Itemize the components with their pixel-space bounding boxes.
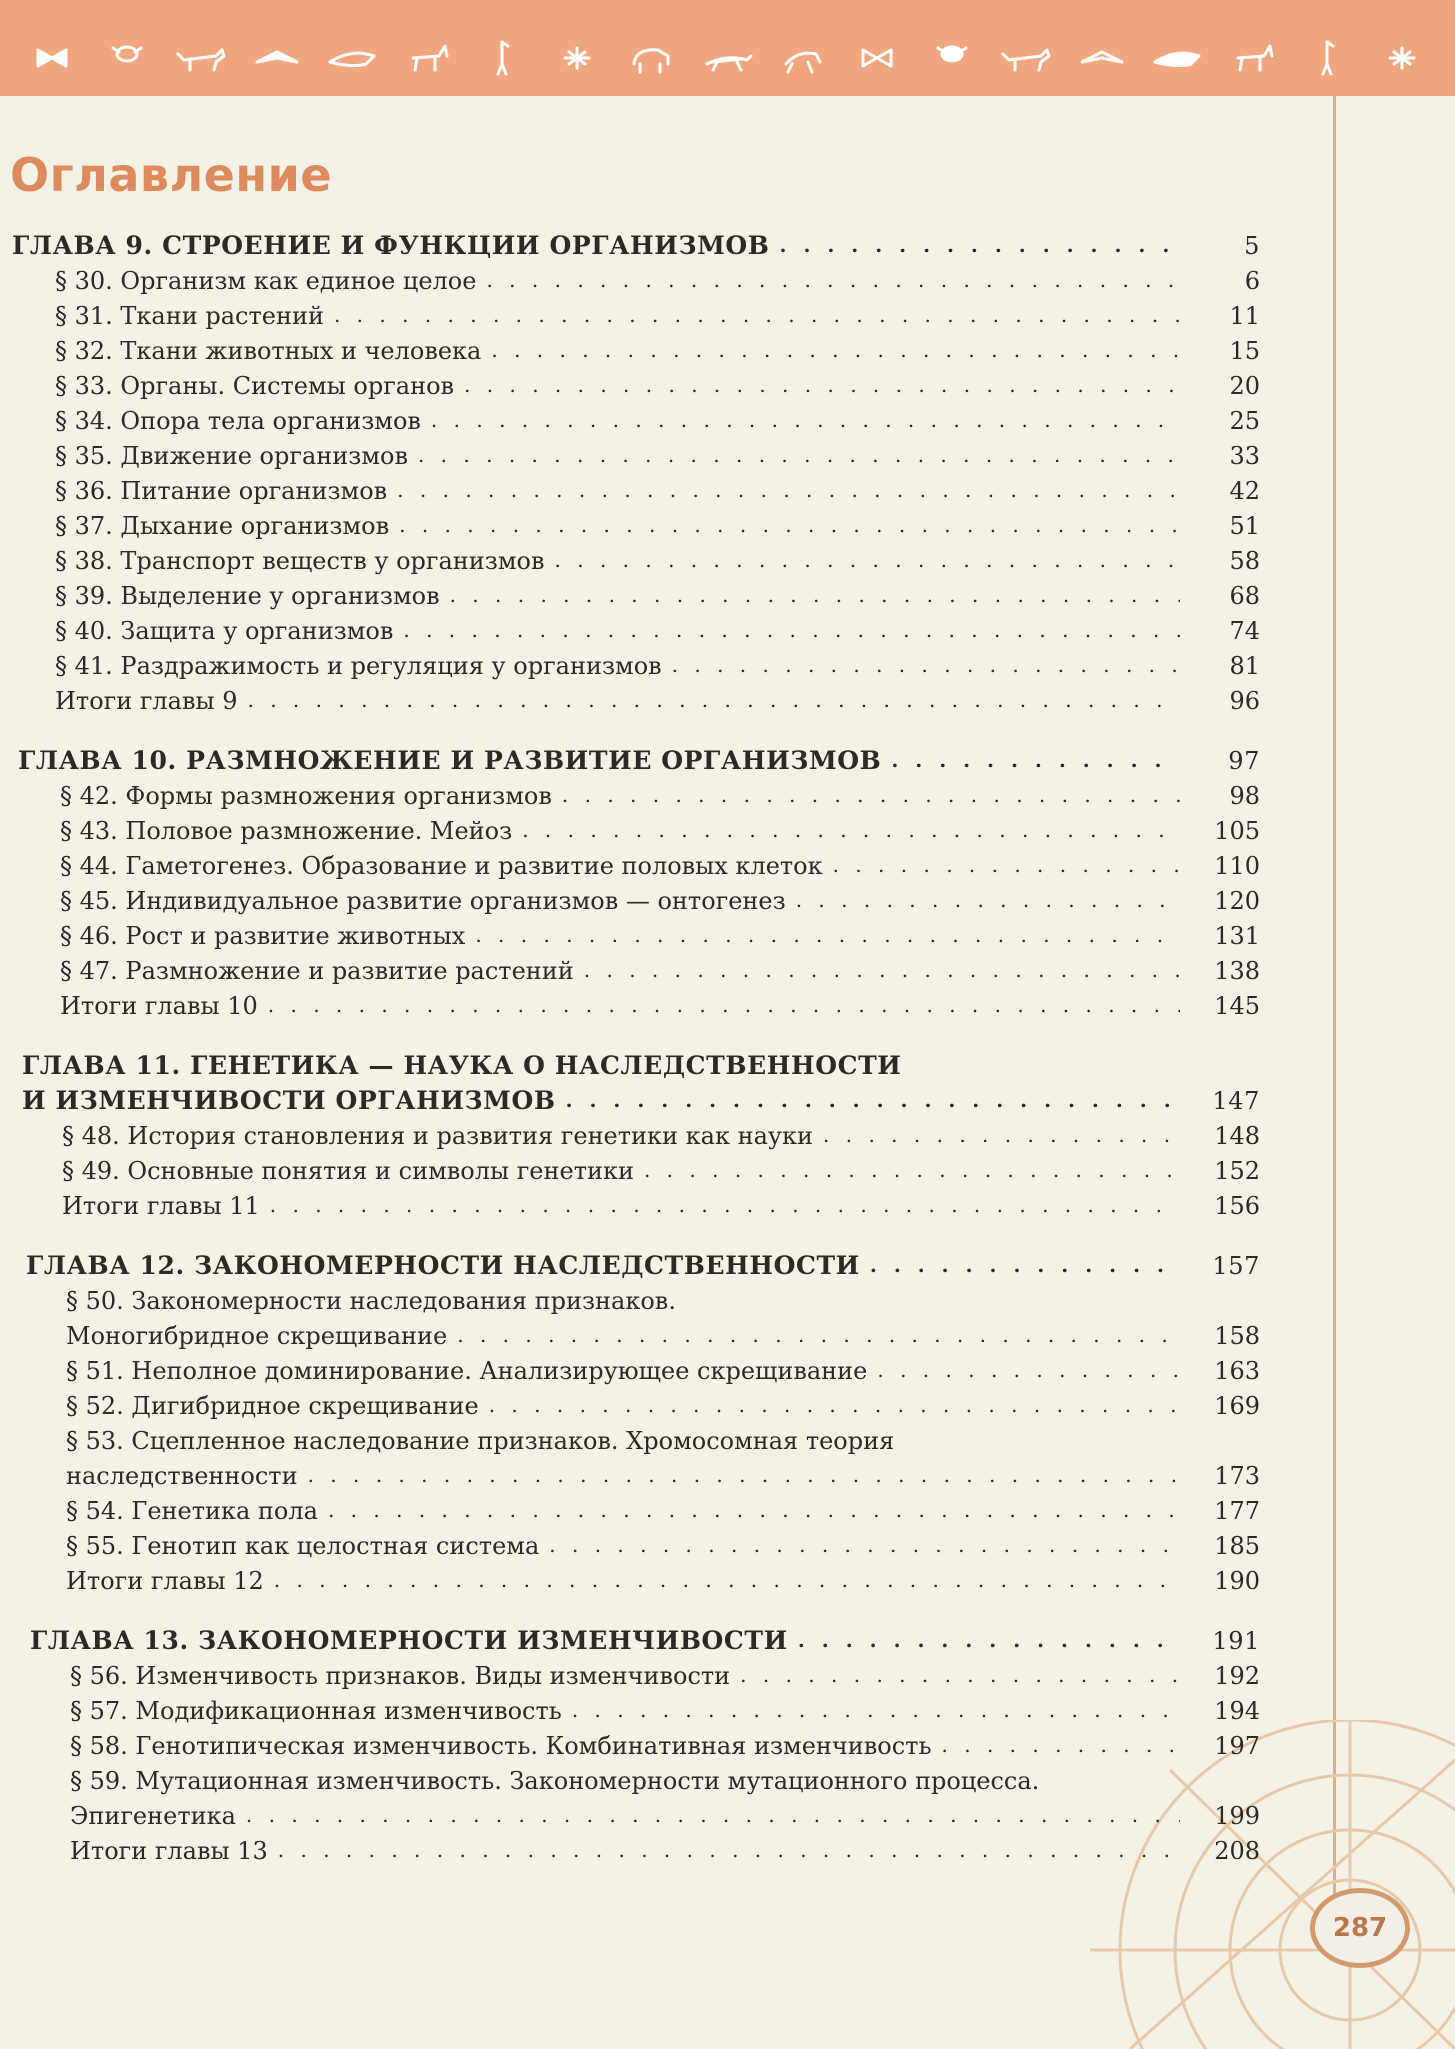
chapter-heading-row xyxy=(30,1620,1260,1655)
wolf-icon xyxy=(178,50,224,70)
chapter-heading-page-number: 147 xyxy=(1212,1087,1260,1115)
dot-leader xyxy=(572,1700,1180,1725)
section-page-number: 120 xyxy=(1214,887,1260,915)
section-page-number: 158 xyxy=(1214,1322,1260,1350)
chapter-summary-row xyxy=(66,1560,1260,1595)
section-title: § 31. Ткани растений xyxy=(55,302,324,330)
section-row xyxy=(55,575,1260,610)
section-page-number: 131 xyxy=(1214,922,1260,950)
section-entry xyxy=(0,810,1260,845)
chapter-summary-page-number: 208 xyxy=(1214,1837,1260,1865)
section-page-number: 148 xyxy=(1214,1122,1260,1150)
dot-leader xyxy=(740,1665,1180,1690)
section-page-number: 177 xyxy=(1214,1497,1260,1525)
chapter-summary-title: Итоги главы 12 xyxy=(66,1567,264,1595)
section-entry xyxy=(0,365,1260,400)
dot-leader xyxy=(942,1735,1180,1760)
section-row xyxy=(66,1525,1260,1560)
heron-icon xyxy=(498,42,508,74)
section-entry xyxy=(0,1350,1260,1385)
swallow-icon xyxy=(1155,53,1199,66)
section-page-number: 152 xyxy=(1214,1157,1260,1185)
section-row xyxy=(55,505,1260,540)
dot-leader xyxy=(431,410,1180,435)
section-row xyxy=(70,1795,1260,1830)
chapter-heading-row xyxy=(18,740,1260,775)
lizard-icon xyxy=(707,56,751,70)
section-title: § 56. Изменчивость признаков. Виды изменчивости xyxy=(70,1662,731,1690)
section-title: § 30. Организм как единое целое xyxy=(55,267,477,295)
dot-leader xyxy=(644,1160,1180,1185)
section-title: § 48. История становления и развития генетики как науки xyxy=(62,1122,814,1150)
dot-leader xyxy=(870,1255,1180,1280)
section-row xyxy=(62,1150,1260,1185)
dot-leader xyxy=(450,585,1180,610)
section-entry xyxy=(0,1150,1260,1185)
animal-silhouettes-strip xyxy=(0,0,1455,96)
butterfly-icon xyxy=(38,50,66,66)
dot-leader xyxy=(823,1125,1180,1150)
section-entry xyxy=(0,1315,1260,1350)
section-page-number: 25 xyxy=(1229,407,1260,435)
dot-leader xyxy=(798,1630,1180,1655)
section-entry xyxy=(0,1115,1260,1150)
page-number: 287 xyxy=(1310,1888,1410,1968)
deer-icon xyxy=(413,46,447,70)
crab-icon xyxy=(1003,50,1049,70)
dot-leader xyxy=(555,550,1180,575)
dot-leader xyxy=(403,620,1180,645)
section-page-number: 33 xyxy=(1229,442,1260,470)
chapter-summary-title: Итоги главы 11 xyxy=(62,1192,260,1220)
section-entry xyxy=(0,1725,1260,1760)
section-page-number: 194 xyxy=(1214,1697,1260,1725)
dot-leader xyxy=(489,1395,1180,1420)
chapter-heading-entry xyxy=(0,1245,1260,1280)
chapter-summary-page-number: 96 xyxy=(1229,687,1260,715)
section-row xyxy=(55,610,1260,645)
chapter-summary-row xyxy=(70,1830,1260,1865)
section-row xyxy=(60,880,1260,915)
section-page-number: 11 xyxy=(1229,302,1260,330)
dot-leader xyxy=(475,925,1180,950)
section-entry xyxy=(0,950,1260,985)
section-page-number: 192 xyxy=(1214,1662,1260,1690)
section-first-line xyxy=(0,1420,1260,1455)
section-row xyxy=(55,645,1260,680)
section-page-number: 197 xyxy=(1214,1732,1260,1760)
seahorse-icon xyxy=(1390,48,1414,68)
table-of-contents xyxy=(0,225,1260,1865)
chapter-heading-page-number: 5 xyxy=(1244,232,1260,260)
section-title: § 36. Питание организмов xyxy=(55,477,388,505)
chapter-spacer xyxy=(0,715,1260,740)
bird-icon xyxy=(257,52,297,62)
section-entry xyxy=(0,1655,1260,1690)
section-title-line: § 50. Закономерности наследования признаков. xyxy=(66,1287,676,1315)
section-entry xyxy=(0,575,1260,610)
chapter-summary-title: Итоги главы 10 xyxy=(60,992,258,1020)
dot-leader xyxy=(891,750,1180,775)
section-title: § 46. Рост и развитие животных xyxy=(60,922,466,950)
chapter-summary-title: Итоги главы 9 xyxy=(55,687,238,715)
dot-leader xyxy=(399,515,1180,540)
section-entry xyxy=(0,330,1260,365)
section-row xyxy=(60,775,1260,810)
section-row xyxy=(62,1115,1260,1150)
section-entry xyxy=(0,400,1260,435)
section-title-line: § 53. Сцепленное наследование признаков. Хромосомная теория xyxy=(66,1427,895,1455)
dot-leader xyxy=(278,1840,1180,1865)
section-page-number: 15 xyxy=(1229,337,1260,365)
dot-leader xyxy=(796,890,1180,915)
chapter-heading-title: ГЛАВА 9. СТРОЕНИЕ И ФУНКЦИИ ОРГАНИЗМОВ xyxy=(12,231,770,260)
chapter-heading-entry xyxy=(0,225,1260,260)
section-first-line xyxy=(0,1760,1260,1795)
section-title: § 43. Половое размножение. Мейоз xyxy=(60,817,513,845)
chapter-summary-title: Итоги главы 13 xyxy=(70,1837,268,1865)
section-title: § 44. Гаметогенез. Образование и развитие половых клеток xyxy=(60,852,823,880)
chapter-summary-page-number: 156 xyxy=(1214,1192,1260,1220)
dot-leader xyxy=(274,1570,1180,1595)
section-title: § 35. Движение организмов xyxy=(55,442,408,470)
butterfly-icon xyxy=(863,50,891,66)
chapter-heading-entry xyxy=(0,740,1260,775)
section-page-number: 42 xyxy=(1229,477,1260,505)
section-row xyxy=(70,1725,1260,1760)
section-entry xyxy=(0,470,1260,505)
chapter-summary-entry xyxy=(0,680,1260,715)
section-page-number: 74 xyxy=(1229,617,1260,645)
section-title: § 34. Опора тела организмов xyxy=(55,407,421,435)
chapter-heading-entry xyxy=(0,1620,1260,1655)
section-page-number: 81 xyxy=(1229,652,1260,680)
chapter-summary-row xyxy=(62,1185,1260,1220)
chapter-heading-title: ГЛАВА 12. ЗАКОНОМЕРНОСТИ НАСЛЕДСТВЕННОСТИ xyxy=(26,1251,860,1280)
section-page-number: 110 xyxy=(1214,852,1260,880)
dot-leader xyxy=(566,1090,1180,1115)
section-row xyxy=(55,540,1260,575)
section-row xyxy=(55,435,1260,470)
dot-leader xyxy=(877,1360,1180,1385)
section-entry xyxy=(0,915,1260,950)
chapter-heading-title: ГЛАВА 13. ЗАКОНОМЕРНОСТИ ИЗМЕНЧИВОСТИ xyxy=(30,1626,788,1655)
section-page-number: 98 xyxy=(1229,782,1260,810)
section-row xyxy=(66,1455,1260,1490)
section-entry xyxy=(0,540,1260,575)
chapter-heading-page-number: 97 xyxy=(1228,747,1260,775)
section-entry xyxy=(0,505,1260,540)
section-page-number: 169 xyxy=(1214,1392,1260,1420)
dot-leader xyxy=(584,960,1180,985)
section-row xyxy=(60,950,1260,985)
dot-leader xyxy=(308,1465,1180,1490)
chapter-heading-first-line xyxy=(0,1045,1260,1080)
section-title: наследственности xyxy=(66,1462,298,1490)
dot-leader xyxy=(562,785,1180,810)
chapter-heading-title: И ИЗМЕНЧИВОСТИ ОРГАНИЗМОВ xyxy=(22,1086,556,1115)
goat-icon xyxy=(1323,42,1333,74)
section-page-number: 20 xyxy=(1229,372,1260,400)
section-title: § 32. Ткани животных и человека xyxy=(55,337,482,365)
section-title: Моногибридное скрещивание xyxy=(66,1322,448,1350)
crab-icon xyxy=(113,47,141,61)
dot-leader xyxy=(246,1805,1180,1830)
dot-leader xyxy=(418,445,1180,470)
section-page-number: 68 xyxy=(1229,582,1260,610)
section-title: § 37. Дыхание организмов xyxy=(55,512,390,540)
section-title: § 33. Органы. Системы органов xyxy=(55,372,455,400)
section-title: § 54. Генетика пола xyxy=(66,1497,318,1525)
section-row xyxy=(60,845,1260,880)
chapter-summary-page-number: 145 xyxy=(1214,992,1260,1020)
section-entry xyxy=(0,1690,1260,1725)
section-title: § 55. Генотип как целостная система xyxy=(66,1532,540,1560)
section-page-number: 105 xyxy=(1214,817,1260,845)
dot-leader xyxy=(268,995,1180,1020)
section-entry xyxy=(0,645,1260,680)
section-entry xyxy=(0,295,1260,330)
section-title: Эпигенетика xyxy=(70,1802,236,1830)
section-title: § 51. Неполное доминирование. Анализирующее скрещивание xyxy=(66,1357,868,1385)
chapter-heading-row xyxy=(26,1245,1260,1280)
section-entry xyxy=(0,435,1260,470)
insect-icon xyxy=(565,48,589,68)
section-entry xyxy=(0,1525,1260,1560)
section-title: § 38. Транспорт веществ у организмов xyxy=(55,547,545,575)
section-page-number: 6 xyxy=(1244,267,1260,295)
chapter-heading-title-line: ГЛАВА 11. ГЕНЕТИКА — НАУКА О НАСЛЕДСТВЕННОСТИ xyxy=(22,1051,902,1080)
section-row xyxy=(60,915,1260,950)
section-row xyxy=(55,260,1260,295)
dolphin-icon xyxy=(1238,46,1272,70)
chapter-heading-page-number: 191 xyxy=(1212,1627,1260,1655)
section-page-number: 185 xyxy=(1214,1532,1260,1560)
section-page-number: 199 xyxy=(1214,1802,1260,1830)
whale-icon xyxy=(330,53,374,66)
dot-leader xyxy=(464,375,1180,400)
section-first-line xyxy=(0,1280,1260,1315)
section-page-number: 173 xyxy=(1214,1462,1260,1490)
section-row xyxy=(70,1690,1260,1725)
section-title: § 42. Формы размножения организмов xyxy=(60,782,552,810)
section-entry xyxy=(0,1385,1260,1420)
chapter-summary-entry xyxy=(0,1830,1260,1865)
chapter-summary-row xyxy=(55,680,1260,715)
chapter-spacer xyxy=(0,1220,1260,1245)
section-title: § 57. Модификационная изменчивость xyxy=(70,1697,562,1725)
section-title: § 47. Размножение и развитие растений xyxy=(60,957,574,985)
bison-icon xyxy=(938,47,966,61)
section-row xyxy=(55,295,1260,330)
section-page-number: 163 xyxy=(1214,1357,1260,1385)
dot-leader xyxy=(397,480,1180,505)
section-entry xyxy=(0,775,1260,810)
section-row xyxy=(55,470,1260,505)
section-title: § 40. Защита у организмов xyxy=(55,617,394,645)
dot-leader xyxy=(491,340,1180,365)
section-entry xyxy=(0,610,1260,645)
section-row xyxy=(70,1655,1260,1690)
chapter-heading-title: ГЛАВА 10. РАЗМНОЖЕНИЕ И РАЗВИТИЕ ОРГАНИЗМОВ xyxy=(18,746,882,775)
section-row xyxy=(60,810,1260,845)
dot-leader xyxy=(672,655,1180,680)
section-title: § 45. Индивидуальное развитие организмов — онтогенез xyxy=(60,887,786,915)
chapter-spacer xyxy=(0,1595,1260,1620)
section-title: § 49. Основные понятия и символы генетики xyxy=(62,1157,634,1185)
section-page-number: 51 xyxy=(1229,512,1260,540)
chapter-summary-entry xyxy=(0,985,1260,1020)
dot-leader xyxy=(780,235,1180,260)
bison-icon xyxy=(634,50,668,72)
chapter-heading-row xyxy=(22,1080,1260,1115)
dot-leader xyxy=(833,855,1180,880)
dot-leader xyxy=(328,1500,1180,1525)
dot-leader xyxy=(549,1535,1180,1560)
section-page-number: 138 xyxy=(1214,957,1260,985)
horse-icon xyxy=(1082,52,1122,62)
dot-leader xyxy=(270,1195,1180,1220)
chapter-summary-page-number: 190 xyxy=(1214,1567,1260,1595)
dot-leader xyxy=(522,820,1180,845)
section-title: § 41. Раздражимость и регуляция у организмов xyxy=(55,652,662,680)
section-row xyxy=(66,1385,1260,1420)
section-entry xyxy=(0,260,1260,295)
page-title: Оглавление xyxy=(10,148,333,202)
chapter-heading-row xyxy=(12,225,1260,260)
section-row xyxy=(55,400,1260,435)
section-title: § 58. Генотипическая изменчивость. Комбинативная изменчивость xyxy=(70,1732,932,1760)
section-entry xyxy=(0,880,1260,915)
section-entry xyxy=(0,1455,1260,1490)
section-entry xyxy=(0,845,1260,880)
section-entry xyxy=(0,1490,1260,1525)
chapter-heading-page-number: 157 xyxy=(1212,1252,1260,1280)
section-row xyxy=(66,1350,1260,1385)
section-entry xyxy=(0,1795,1260,1830)
section-title: § 52. Дигибридное скрещивание xyxy=(66,1392,479,1420)
chapter-spacer xyxy=(0,1020,1260,1045)
section-row xyxy=(66,1315,1260,1350)
dot-leader xyxy=(334,305,1180,330)
chapter-summary-entry xyxy=(0,1185,1260,1220)
dot-leader xyxy=(248,690,1181,715)
chapter-summary-row xyxy=(60,985,1260,1020)
section-row xyxy=(66,1490,1260,1525)
section-row xyxy=(55,365,1260,400)
dot-leader xyxy=(457,1325,1180,1350)
section-title-line: § 59. Мутационная изменчивость. Закономерности мутационного процесса. xyxy=(70,1767,1040,1795)
dot-leader xyxy=(486,270,1180,295)
chapter-summary-entry xyxy=(0,1560,1260,1595)
section-page-number: 58 xyxy=(1229,547,1260,575)
section-row xyxy=(55,330,1260,365)
section-title: § 39. Выделение у организмов xyxy=(55,582,440,610)
chapter-heading-entry xyxy=(0,1080,1260,1115)
margin-divider-line xyxy=(1333,96,1336,1936)
frog-icon xyxy=(786,53,820,72)
